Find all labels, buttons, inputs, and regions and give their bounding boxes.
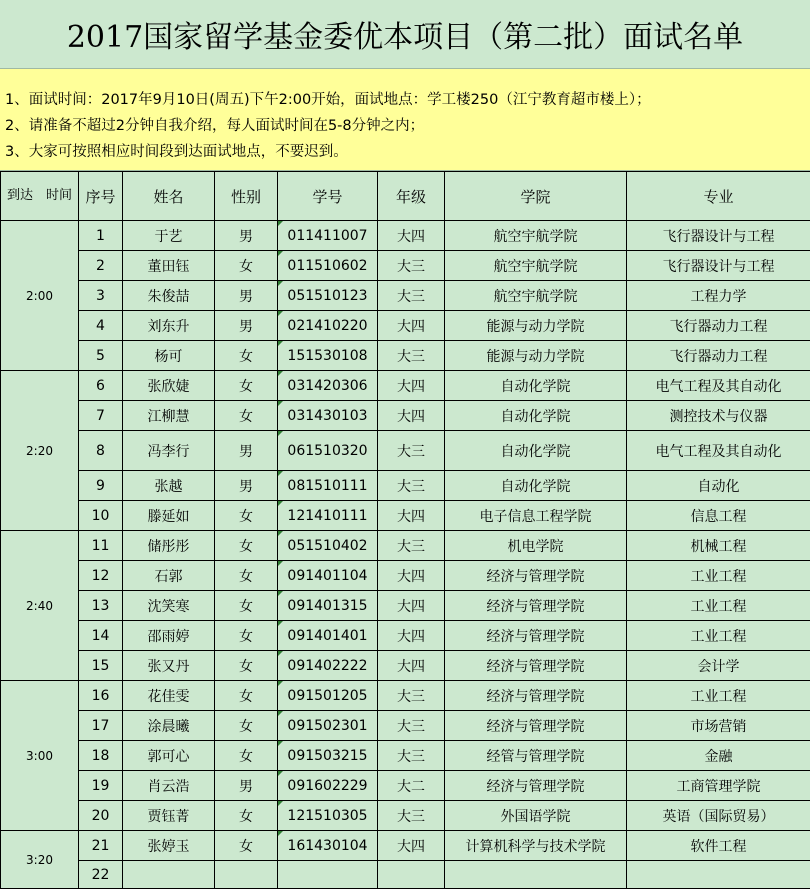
- col-header-major: 专业: [627, 172, 810, 221]
- cell-arrival-time: 3:00: [1, 681, 79, 831]
- cell-major: 电气工程及其自动化: [627, 431, 810, 471]
- cell-name: 江柳慧: [123, 401, 215, 431]
- cell-major: 测控技术与仪器: [627, 401, 810, 431]
- cell-name: 涂晨曦: [123, 711, 215, 741]
- cell-grade: 大四: [378, 831, 445, 861]
- cell-gender: [215, 861, 278, 889]
- cell-student-id: 081510111: [278, 471, 378, 501]
- cell-name: 沈笑寒: [123, 591, 215, 621]
- table-row: [1, 281, 810, 311]
- table-row: [1, 341, 810, 371]
- cell-gender: 男: [215, 431, 278, 471]
- cell-student-id: 151530108: [278, 341, 378, 371]
- cell-number: 22: [79, 861, 123, 889]
- cell-student-id: 121410111: [278, 501, 378, 531]
- cell-gender: 女: [215, 591, 278, 621]
- table-row: [1, 741, 810, 771]
- cell-name: 张越: [123, 471, 215, 501]
- cell-student-id: 051510402: [278, 531, 378, 561]
- cell-grade: 大四: [378, 371, 445, 401]
- table-row: [1, 471, 810, 501]
- cell-number: 19: [79, 771, 123, 801]
- cell-number: 16: [79, 681, 123, 711]
- cell-grade: 大二: [378, 771, 445, 801]
- cell-name: 石郭: [123, 561, 215, 591]
- cell-number: 4: [79, 311, 123, 341]
- cell-major: 工程力学: [627, 281, 810, 311]
- cell-number: 2: [79, 251, 123, 281]
- cell-college: 航空宇航学院: [445, 251, 627, 281]
- cell-gender: 女: [215, 801, 278, 831]
- col-header-student-id: 学号: [278, 172, 378, 221]
- cell-student-id: 091402222: [278, 651, 378, 681]
- cell-gender: 女: [215, 651, 278, 681]
- col-header-name: 姓名: [123, 172, 215, 221]
- table-row: [1, 251, 810, 281]
- cell-major: 电气工程及其自动化: [627, 371, 810, 401]
- cell-grade: 大四: [378, 591, 445, 621]
- cell-name: [123, 861, 215, 889]
- cell-major: 市场营销: [627, 711, 810, 741]
- cell-college: 计算机科学与技术学院: [445, 831, 627, 861]
- cell-student-id: 061510320: [278, 431, 378, 471]
- cell-college: 自动化学院: [445, 471, 627, 501]
- cell-gender: 女: [215, 831, 278, 861]
- cell-gender: 女: [215, 401, 278, 431]
- cell-number: 9: [79, 471, 123, 501]
- cell-grade: 大三: [378, 251, 445, 281]
- interview-table: [0, 171, 810, 889]
- cell-name: 张又丹: [123, 651, 215, 681]
- col-header-grade: 年级: [378, 172, 445, 221]
- cell-college: 机电学院: [445, 531, 627, 561]
- cell-student-id: 031420306: [278, 371, 378, 401]
- cell-major: 飞行器设计与工程: [627, 251, 810, 281]
- cell-grade: 大四: [378, 651, 445, 681]
- header-row: [1, 172, 810, 221]
- cell-major: 工业工程: [627, 591, 810, 621]
- cell-grade: 大三: [378, 801, 445, 831]
- table-row: [1, 401, 810, 431]
- cell-student-id: 091401104: [278, 561, 378, 591]
- cell-student-id: 031430103: [278, 401, 378, 431]
- cell-college: 能源与动力学院: [445, 341, 627, 371]
- notice-line: 3、大家可按照相应时间段到达面试地点，不要迟到。: [5, 139, 810, 165]
- cell-gender: 女: [215, 501, 278, 531]
- cell-name: 张欣婕: [123, 371, 215, 401]
- cell-college: 自动化学院: [445, 431, 627, 471]
- cell-name: 刘东升: [123, 311, 215, 341]
- notice-line: 2、请准备不超过2分钟自我介绍，每人面试时间在5-8分钟之内；: [5, 113, 810, 139]
- cell-name: 郭可心: [123, 741, 215, 771]
- cell-major: 机械工程: [627, 531, 810, 561]
- cell-college: 经济与管理学院: [445, 711, 627, 741]
- cell-college: 经管与管理学院: [445, 741, 627, 771]
- cell-number: 6: [79, 371, 123, 401]
- page-title: 2017国家留学基金委优本项目（第二批）面试名单: [0, 0, 810, 69]
- cell-arrival-time: 3:20: [1, 831, 79, 889]
- cell-number: 13: [79, 591, 123, 621]
- cell-college: [445, 861, 627, 889]
- cell-name: 花佳雯: [123, 681, 215, 711]
- cell-student-id: 121510305: [278, 801, 378, 831]
- cell-grade: 大四: [378, 221, 445, 251]
- cell-gender: 女: [215, 681, 278, 711]
- cell-grade: 大四: [378, 561, 445, 591]
- cell-name: 冯李行: [123, 431, 215, 471]
- cell-number: 5: [79, 341, 123, 371]
- cell-number: 8: [79, 431, 123, 471]
- col-header-arrival-time: 到达 时间: [1, 172, 79, 221]
- cell-name: 张婷玉: [123, 831, 215, 861]
- cell-student-id: 091401401: [278, 621, 378, 651]
- table-row: [1, 831, 810, 861]
- cell-major: 工业工程: [627, 561, 810, 591]
- table-row: [1, 771, 810, 801]
- cell-student-id: 091502301: [278, 711, 378, 741]
- table-row: [1, 311, 810, 341]
- table-row: [1, 711, 810, 741]
- cell-major: [627, 861, 810, 889]
- cell-number: 7: [79, 401, 123, 431]
- table-row: [1, 221, 810, 251]
- cell-major: 金融: [627, 741, 810, 771]
- cell-grade: 大三: [378, 341, 445, 371]
- cell-student-id: 011411007: [278, 221, 378, 251]
- cell-student-id: 011510602: [278, 251, 378, 281]
- cell-arrival-time: 2:00: [1, 221, 79, 371]
- cell-major: 信息工程: [627, 501, 810, 531]
- cell-number: 1: [79, 221, 123, 251]
- cell-college: 外国语学院: [445, 801, 627, 831]
- cell-gender: 女: [215, 561, 278, 591]
- cell-name: 滕延如: [123, 501, 215, 531]
- cell-grade: 大四: [378, 401, 445, 431]
- cell-college: 经济与管理学院: [445, 651, 627, 681]
- cell-grade: 大四: [378, 501, 445, 531]
- cell-gender: 女: [215, 621, 278, 651]
- cell-college: 经济与管理学院: [445, 561, 627, 591]
- cell-number: 3: [79, 281, 123, 311]
- cell-gender: 女: [215, 251, 278, 281]
- cell-major: 会计学: [627, 651, 810, 681]
- cell-grade: 大四: [378, 621, 445, 651]
- cell-grade: 大三: [378, 471, 445, 501]
- cell-student-id: 161430104: [278, 831, 378, 861]
- table-row: [1, 531, 810, 561]
- cell-college: 电子信息工程学院: [445, 501, 627, 531]
- notice-line: 1、面试时间：2017年9月10日(周五)下午2:00开始，面试地点：学工楼250（江宁教育超市楼上）；: [5, 87, 810, 113]
- cell-number: 12: [79, 561, 123, 591]
- cell-college: 航空宇航学院: [445, 281, 627, 311]
- cell-student-id: [278, 861, 378, 889]
- cell-number: 15: [79, 651, 123, 681]
- cell-college: 经济与管理学院: [445, 681, 627, 711]
- cell-gender: 女: [215, 341, 278, 371]
- cell-major: 工业工程: [627, 681, 810, 711]
- cell-college: 经济与管理学院: [445, 591, 627, 621]
- cell-major: 飞行器设计与工程: [627, 221, 810, 251]
- cell-grade: 大三: [378, 431, 445, 471]
- cell-major: 自动化: [627, 471, 810, 501]
- cell-number: 17: [79, 711, 123, 741]
- col-header-gender: 性别: [215, 172, 278, 221]
- cell-name: 肖云浩: [123, 771, 215, 801]
- cell-grade: 大三: [378, 531, 445, 561]
- cell-number: 14: [79, 621, 123, 651]
- cell-college: 经济与管理学院: [445, 771, 627, 801]
- cell-student-id: 051510123: [278, 281, 378, 311]
- cell-gender: 男: [215, 221, 278, 251]
- table-body: [1, 221, 810, 889]
- cell-gender: 男: [215, 771, 278, 801]
- cell-major: 飞行器动力工程: [627, 341, 810, 371]
- cell-college: 能源与动力学院: [445, 311, 627, 341]
- cell-grade: 大三: [378, 281, 445, 311]
- cell-number: 11: [79, 531, 123, 561]
- cell-arrival-time: 2:20: [1, 371, 79, 531]
- cell-gender: 女: [215, 741, 278, 771]
- cell-gender: 男: [215, 471, 278, 501]
- table-row: [1, 371, 810, 401]
- cell-grade: 大三: [378, 711, 445, 741]
- cell-major: 工业工程: [627, 621, 810, 651]
- cell-name: 贾钰菁: [123, 801, 215, 831]
- table-row: [1, 861, 810, 889]
- cell-name: 于艺: [123, 221, 215, 251]
- cell-student-id: 091503215: [278, 741, 378, 771]
- col-header-number: 序号: [79, 172, 123, 221]
- cell-gender: 男: [215, 311, 278, 341]
- table-row: [1, 801, 810, 831]
- cell-major: 软件工程: [627, 831, 810, 861]
- cell-name: 杨可: [123, 341, 215, 371]
- cell-number: 20: [79, 801, 123, 831]
- cell-gender: 女: [215, 531, 278, 561]
- cell-student-id: 091602229: [278, 771, 378, 801]
- cell-student-id: 091401315: [278, 591, 378, 621]
- cell-college: 自动化学院: [445, 371, 627, 401]
- cell-grade: 大三: [378, 681, 445, 711]
- col-header-college: 学院: [445, 172, 627, 221]
- cell-name: 朱俊喆: [123, 281, 215, 311]
- cell-major: 飞行器动力工程: [627, 311, 810, 341]
- table-row: [1, 561, 810, 591]
- table-row: [1, 431, 810, 471]
- cell-number: 10: [79, 501, 123, 531]
- notice-box: [0, 69, 810, 171]
- cell-name: 董田钰: [123, 251, 215, 281]
- cell-student-id: 091501205: [278, 681, 378, 711]
- cell-name: 储彤彤: [123, 531, 215, 561]
- cell-name: 邵雨婷: [123, 621, 215, 651]
- cell-college: 自动化学院: [445, 401, 627, 431]
- cell-grade: [378, 861, 445, 889]
- cell-gender: 女: [215, 371, 278, 401]
- cell-number: 18: [79, 741, 123, 771]
- cell-major: 工商管理学院: [627, 771, 810, 801]
- cell-arrival-time: 2:40: [1, 531, 79, 681]
- cell-student-id: 021410220: [278, 311, 378, 341]
- cell-college: 航空宇航学院: [445, 221, 627, 251]
- cell-grade: 大四: [378, 311, 445, 341]
- table-row: [1, 591, 810, 621]
- cell-grade: 大三: [378, 741, 445, 771]
- cell-major: 英语（国际贸易）: [627, 801, 810, 831]
- cell-number: 21: [79, 831, 123, 861]
- cell-gender: 女: [215, 711, 278, 741]
- cell-gender: 男: [215, 281, 278, 311]
- table-row: [1, 651, 810, 681]
- cell-college: 经济与管理学院: [445, 621, 627, 651]
- table-row: [1, 501, 810, 531]
- table-row: [1, 681, 810, 711]
- table-row: [1, 621, 810, 651]
